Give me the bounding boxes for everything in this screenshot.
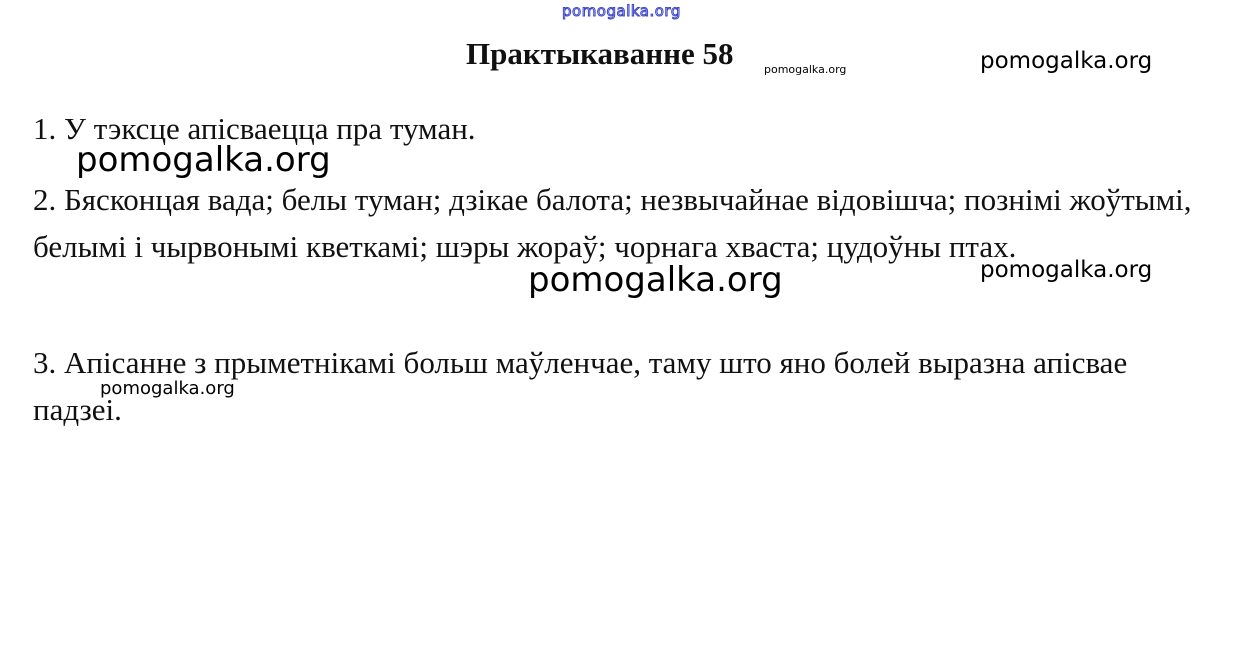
watermark-center-large: pomogalka.org [528,260,783,300]
watermark-left-large: pomogalka.org [76,140,331,180]
answer-paragraph-3: 3. Апісанне з прыметнікамі больш маўленчае, таму што яно болей выразна апісвае падзеі. [33,345,1128,427]
watermark-title: pomogalka.org [764,63,847,76]
watermark-top: pomogalka.org [562,2,681,20]
answer-paragraph-2: 2. Бясконцая вада; белы туман; дзікае балота; незвычайнае відовішча; познімі жоўтымі, белымі і чырвонымі кветкамі; шэры жораў; чорнага хваста; цудоўны птах. [33,182,1192,264]
watermark-right-top: pomogalka.org [980,48,1153,74]
answer-paragraph-1: 1. У тэксце апісваецца пра туман. [33,111,476,146]
page-title: Практыкаванне 58 [466,36,734,71]
watermark-right-middle: pomogalka.org [980,257,1153,283]
watermark-bottom: pomogalka.org [100,378,235,399]
